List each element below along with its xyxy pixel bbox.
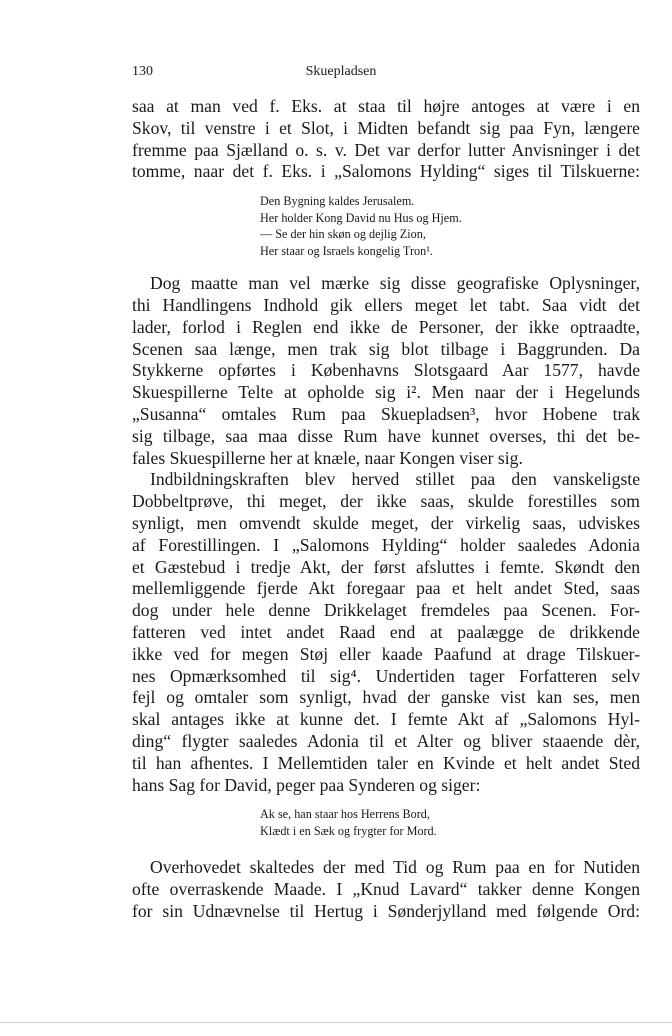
verse-quote-2 [260,806,640,839]
text-line: ofte overraskende Maade. I „Knud Lavard“ takker denne Kongen [132,879,640,900]
text-line: mellemliggende fjerde Akt foregaar paa et helt andet Sted, saas [132,578,640,599]
text-line: Dog maatte man vel mærke sig disse geografiske Oplysninger, [150,273,640,294]
text-line: synligt, men omvendt skulde meget, der virkelig saas, udviskes [132,512,640,533]
text-line: fremme paa Sjælland o. s. v. Det var derfor lutter Anvisninger i det [132,139,640,160]
verse-line: Her holder Kong David nu Hus og Hjem. [260,210,462,225]
text-line: ikke ved for megen Støj eller kaade Paafund at drage Tilskuer- [132,643,640,664]
text-line: Indbildningskraften blev herved stillet paa den vanskeligste [150,469,640,490]
text-line: et Gæstebud i tredje Akt, der først afsluttes i femte. Skøndt den [132,556,640,577]
text-line: nes Opmærksomhed til sig⁴. Undertiden tager Forfatteren selv [132,665,640,686]
text-line: ding“ flygter saaledes Adonia til et Alter og bliver staaende dèr, [132,730,640,751]
text-line: fatteren ved intet andet Raad end at paalægge de drikkende [132,621,640,642]
text-line: sig tilbage, saa maa disse Rum have kunnet overses, thi det be- [132,425,640,446]
text-line: for sin Udnævnelse til Hertug i Sønderjylland med følgende Ord: [132,900,640,921]
verse-quote-1 [260,193,640,259]
paragraph-4 [132,857,640,922]
paragraph-2 [132,273,640,469]
text-line: lader, forlod i Reglen end ikke de Personer, der ikke optraadte, [132,316,640,337]
page-number: 130 [132,64,153,79]
text-line: Stykkerne opførtes i Københavns Slotsgaard Aar 1577, havde [132,360,640,381]
text-line: tomme, naar det f. Eks. i „Salomons Hylding“ siges til Tilskuerne: [132,161,640,182]
text-line: Skov, til venstre i et Slot, i Midten befandt sig paa Fyn, længere [132,117,640,138]
text-line: Skuespillerne Telte at opholde sig i². Men naar der i Hegelunds [132,382,640,403]
text-line: thi Handlingens Indhold gik ellers meget let tabt. Saa vidt det [132,294,640,315]
verse-line: Den Bygning kaldes Jerusalem. [260,194,415,209]
text-line: Scenen saa længe, men trak sig blot tilbage i Baggrunden. Da [132,338,640,359]
paragraph-1 [132,96,640,183]
body-text [132,96,640,923]
text-line: af Forestillingen. I „Salomons Hylding“ holder saaledes Adonia [132,534,640,555]
paragraph-3 [132,469,640,796]
text-line: fales Skuespillerne her at knæle, naar Kongen viser sig. [132,447,523,468]
verse-line: Klædt i en Sæk og frygter for Mord. [260,823,437,838]
text-line: dog under hele denne Drikkelaget fremdeles paa Scenen. For- [132,600,640,621]
running-title: Skuepladsen [305,64,377,79]
text-line: skal antages ikke at kunne det. I femte Akt af „Salomons Hyl- [132,709,640,730]
text-line: Dobbeltprøve, thi meget, der ikke saas, skulde forestilles som [132,491,640,512]
verse-line: — Se der hin skøn og dejlig Zion, [260,227,426,242]
text-line: til han afhentes. I Mellemtiden taler en Kvinde et helt andet Sted [132,752,640,773]
text-line: „Susanna“ omtales Rum paa Skuepladsen³, hvor Hobene trak [132,403,640,424]
verse-line: Ak se, han staar hos Herrens Bord, [260,807,430,822]
scan-edge-divider [0,1022,672,1023]
text-line: hans Sag for David, peger paa Synderen og siger: [132,774,481,795]
text-line: saa at man ved f. Eks. at staa til højre antoges at være i en [132,96,640,116]
verse-line: Her staar og Israels kongelig Tron¹. [260,243,433,258]
text-line: fejl og omtaler som synligt, hvad der ganske vist kan ses, men [132,687,640,708]
text-line: Overhovedet skaltedes der med Tid og Rum paa en for Nutiden [150,857,640,878]
